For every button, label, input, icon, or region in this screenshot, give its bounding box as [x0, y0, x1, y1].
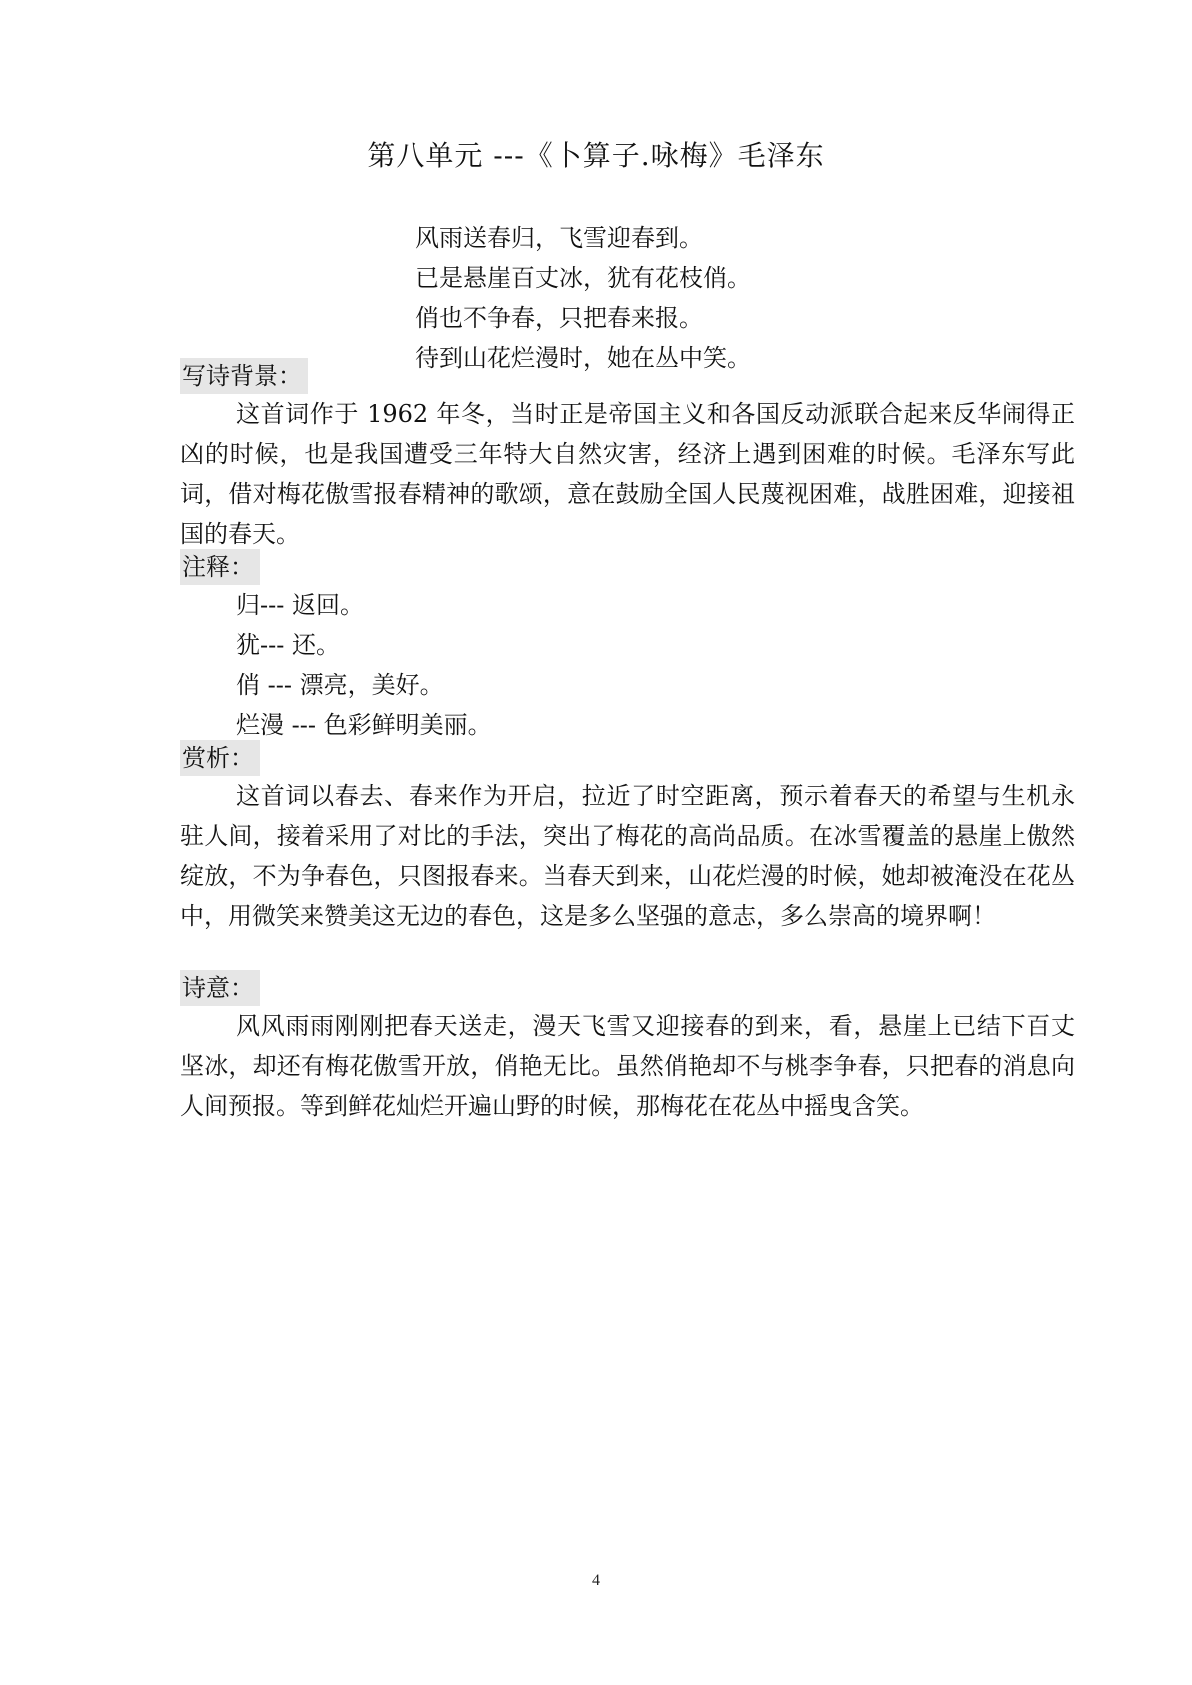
background-heading: 写诗背景： — [180, 358, 308, 394]
meaning-paragraph: 风风雨雨刚刚把春天送走，漫天飞雪又迎接春的到来，看，悬崖上已结下百丈坚冰，却还有梅花傲雪开放，俏艳无比。虽然俏艳却不与桃李争春，只把春的消息向人间预报。等到鲜花灿烂开遍山野的时候，那梅花在花丛中摇曳含笑。 — [180, 1012, 1075, 1120]
notes-heading: 注释： — [180, 549, 260, 585]
poem-line-3: 俏也不争春，只把春来报。 — [415, 304, 703, 332]
appreciation-heading: 赏析： — [180, 740, 260, 776]
note-item: 俏 --- 漂亮，美好。 — [236, 671, 444, 699]
notes-section — [180, 549, 1075, 745]
meaning-section — [180, 970, 1075, 1126]
note-item: 犹--- 还。 — [236, 631, 340, 659]
poem-line-1: 风雨送春归，飞雪迎春到。 — [415, 224, 703, 252]
note-item: 烂漫 --- 色彩鲜明美丽。 — [236, 711, 492, 739]
poem-block — [415, 218, 975, 378]
appreciation-paragraph: 这首词以春去、春来作为开启，拉近了时空距离，预示着春天的希望与生机永驻人间，接着采用了对比的手法，突出了梅花的高尚品质。在冰雪覆盖的悬崖上傲然绽放，不为争春色，只图报春来。当春天到来，山花烂漫的时候，她却被淹没在花丛中，用微笑来赞美这无边的春色，这是多么坚强的意志，多么崇高的境界啊！ — [180, 782, 1075, 930]
background-section — [180, 358, 1075, 554]
poem-line-2: 已是悬崖百丈冰，犹有花枝俏。 — [415, 264, 751, 292]
poem-line-4: 待到山花烂漫时，她在丛中笑。 — [415, 344, 751, 372]
background-paragraph: 这首词作于 1962 年冬，当时正是帝国主义和各国反动派联合起来反华闹得正凶的时候，也是我国遭受三年特大自然灾害，经济上遇到困难的时候。毛泽东写此词，借对梅花傲雪报春精神的歌颂，意在鼓励全国人民蔑视困难，战胜困难，迎接祖国的春天。 — [180, 400, 1075, 548]
page-title: 第八单元 ---《卜算子.咏梅》毛泽东 — [367, 139, 825, 172]
note-item: 归--- 返回。 — [236, 591, 364, 619]
appreciation-section — [180, 740, 1075, 936]
page-number: 4 — [592, 1572, 600, 1589]
meaning-heading: 诗意： — [180, 970, 260, 1006]
